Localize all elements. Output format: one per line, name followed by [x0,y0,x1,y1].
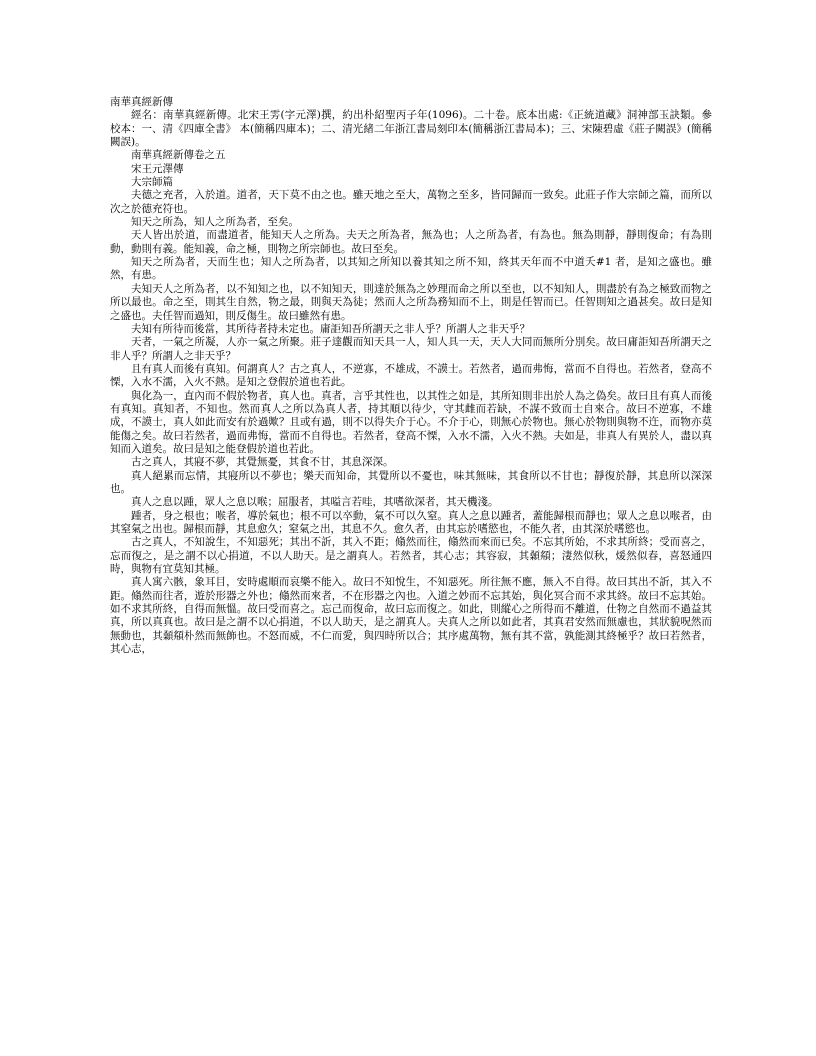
paragraph-11: 真人絕累而忘情，其寢所以不夢也；樂天而知命，其覺所以不憂也，味其無味，其食所以不甘也；靜復於靜，其息所以深深也。 [110,469,712,495]
document-body [110,96,712,656]
paragraph-5: 夫知天人之所為者，以不知知之也，以不知知天，則達於無為之妙理而命之所以至也，以不知知人，則盡於有為之極致而物之所以最也。命之至，則其生自然，物之最，則與天為徒；然而人之所為務知而不上，則是任智而已。任智則知之過甚矣。故曰是知之盛也。夫任智而過知，則反傷生。故曰雖然有患。 [110,282,712,322]
paragraph-4: 知天之所為者，天而生也；知人之所為者，以其知之所知以養其知之所不知，終其天年而不中道夭#1 者，是知之盛也。雖然，有患。 [110,256,712,282]
paragraph-2: 知天之所為，知人之所為者，至矣。 [131,216,299,229]
paragraph-12: 真人之息以踵，眾人之息以喉；屈服者，其嗌言若哇，其嗜欲深者，其天機淺。 [131,496,499,509]
colophon-paragraph: 經名：南華真經新傳。北宋王雱(字元澤)撰，約出朴紹聖丙子年(1096)。二十卷。底本出處:《正統道藏》洞神部玉訣類。參校本：一、清《四庫全書》 本(簡稱四庫本)；二、清光緒二年浙江書局刻印本(簡稱浙江書局本)；三、宋陳碧虛《莊子闕誤》(簡稱闕誤)。 [110,109,712,149]
paragraph-14: 古之真人，不知說生，不知惡死；其出不訢，其入不距；翛然而往，翛然而來而已矣。不忘其所始，不求其所終；受而喜之，忘而復之，是之謂不以心捐道，不以人助天。是之謂真人。若然者，其心志；其容寂，其顙頯；淒然似秋，煖然似春，喜怒通四時，與物有宜莫知其極。 [110,536,712,576]
paragraph-1: 夫德之充者，入於道。道者，天下莫不由之也。雖天地之至大，萬物之至多，皆同歸而一致矣。此莊子作大宗師之篇，而所以次之於德充符也。 [110,189,712,215]
author-heading: 宋王元澤傳 [131,162,184,175]
paragraph-6: 夫知有所待而後當，其所待者持未定也。庸詎知吾所謂天之非人乎？所謂人之非天乎？ [131,322,530,335]
paragraph-10: 古之真人，其寢不夢，其覺無憂，其食不甘，其息深深。 [131,456,394,469]
volume-heading: 南華真經新傳卷之五 [131,149,226,162]
paragraph-15: 真人寓六骸，象耳目，安時處順而哀樂不能入。故曰不知悅生，不知惡死。所往無不應，無入不自得。故曰其出不訢，其入不距。翛然而往者，遊於形器之外也；翛然而來者，不在形器之內也。入道之妙而不忘其始，與化冥合而不求其終。故曰不忘其始。如不求其所終，自得而無慍。故曰受而喜之。忘己而復命，故曰忘而復之。如此，則縱心之所得而不離道，仕物之自然而不過益其真，所以真真也。故曰是之謂不以心捐道，不以人助天，是之謂真人。夫真人之所以如此者，其真君安然而無慮也，其狀貌呪然而無動也，其顙頯朴然而無飾也。不怒而威，不仁而愛，與四時所以合；其序處萬物，無有其不當，孰能測其終極乎？故曰若然者，其心志， [110,576,712,656]
paragraph-13: 踵者，身之根也；喉者，導於氣也；根不可以卒動，氣不可以久窒。真人之息以踵者，蓋能歸根而靜也；眾人之息以喉者，由其窒氣之出也。歸根而靜，其息愈久；窒氣之出，其息不久。愈久者，由其忘於嗜慾也，不能久者，由其深於嗜慾也。 [110,509,712,535]
paragraph-7: 天者，一氣之所凝，人亦一氣之所聚。莊子達觀而知天具一人，知人具一天，天人大同而無所分別矣。故曰庸詎知吾所謂天之非人乎？所謂人之非天乎？ [110,336,712,362]
document-title: 南華真經新傳 [110,96,173,108]
chapter-heading: 大宗師篇 [131,176,173,189]
paragraph-8: 且有真人而後有真知。何謂真人？古之真人，不逆寡，不雄成，不謨士。若然者，過而弗悔，當而不自得也。若然者，登高不慄，入水不濡，入火不熱。是知之登假於道也若此。 [110,362,712,389]
paragraph-9: 與化為一，直內而不假於物者，真人也。真者，言乎其性也，以其性之如是，其所知則非出於人為之偽矣。故曰且有真人而後有真知。真知者，不知也。然而真人之所以為真人者，持其順以待少，守其雌而若缺，不謀不致而士自來合。故曰不逆寡，不雄成，不謨士，真人如此而安有於過歟？且或有過，則不以得失介于心。不介于心，則無心於物也。無心於物則與物不迕，而物亦莫能傷之矣。故曰若然者，過而弗悔，當而不自得也。若然者，登高不慄，入水不濡，入火不熱。夫如是，非真人有異於人，盡以真知而入道矣。故曰是知之能登假於道也若此。 [110,389,712,455]
paragraph-3: 天人皆出於道，而盡道者，能知天人之所為。夫天之所為者，無為也；人之所為者，有為也。無為則靜，靜則復命；有為則動，動則有義。能知義，命之極，則物之所宗師也。故曰至矣。 [110,229,712,255]
